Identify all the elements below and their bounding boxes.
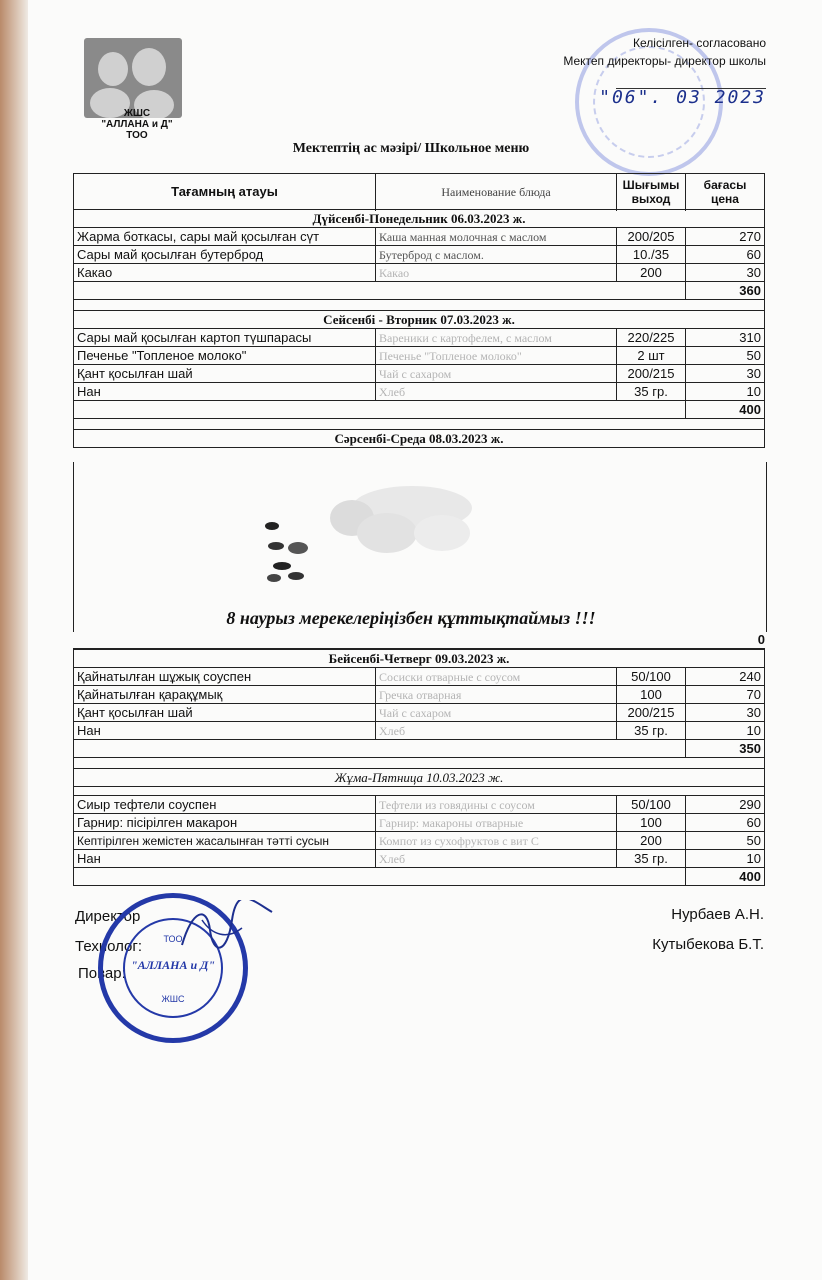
dish-ru: Печенье "Топленое молоко" (376, 347, 617, 365)
dish-price: 60 (686, 814, 765, 832)
dish-price: 240 (686, 668, 765, 686)
dish-yield: 100 (617, 686, 686, 704)
total-row (74, 282, 765, 300)
dish-yield: 2 шт (617, 347, 686, 365)
dish-kz: Сиыр тефтели соуспен (74, 796, 376, 814)
header-name-kz: Тағамның атауы (74, 174, 376, 210)
dish-price: 70 (686, 686, 765, 704)
flower-illustration (312, 478, 482, 578)
dish-yield: 200/205 (617, 228, 686, 246)
approval-position: Мектеп директоры- директор школы (563, 54, 766, 68)
approval-date: "06". 03 2023 (599, 87, 766, 108)
dish-yield: 35 гр. (617, 383, 686, 401)
stamp-bottom-text: ЖШС (161, 994, 185, 1004)
dish-kz: Какао (74, 264, 376, 282)
dish-kz: Кептірілген жемістен жасалынған тәтті сусын (74, 832, 376, 850)
dish-ru: Каша манная молочная с маслом (376, 228, 617, 246)
dish-yield: 35 гр. (617, 850, 686, 868)
dish-kz: Нан (74, 383, 376, 401)
director-label: Директор (75, 908, 141, 925)
dish-price: 10 (686, 383, 765, 401)
header-name-ru: Наименование блюда (376, 174, 617, 210)
dish-yield: 200/215 (617, 365, 686, 383)
table-row (74, 347, 765, 365)
technologist-name: Кутыбекова Б.Т. (652, 936, 764, 953)
header-yield: Шығымы выход (617, 174, 686, 210)
dish-price: 310 (686, 329, 765, 347)
dish-price: 10 (686, 722, 765, 740)
dish-yield: 50/100 (617, 796, 686, 814)
dish-ru: Гречка отварная (376, 686, 617, 704)
dish-ru: Вареники с картофелем, с маслом (376, 329, 617, 347)
director-signature (172, 900, 282, 960)
table-row (74, 246, 765, 264)
dish-ru: Гарнир: макароны отварные (376, 814, 617, 832)
company-logo (84, 38, 182, 118)
dish-price: 10 (686, 850, 765, 868)
day-total: 400 (686, 401, 765, 419)
dish-ru: Компот из сухофруктов с вит С (376, 832, 617, 850)
table-row (74, 365, 765, 383)
stamp-middle-text: "АЛЛАНА и Д" (130, 958, 215, 972)
dish-kz: Гарнир: пісірілген макарон (74, 814, 376, 832)
day-total: 400 (686, 868, 765, 886)
dish-price: 290 (686, 796, 765, 814)
header-price: бағасы цена (686, 174, 765, 210)
day-friday: Жұма-Пятница 10.03.2023 ж. (74, 769, 765, 787)
dish-yield: 200/215 (617, 704, 686, 722)
stamp-top-text: ТОО (163, 934, 183, 944)
menu-table-bottom (73, 649, 765, 886)
dish-yield: 100 (617, 814, 686, 832)
table-row (74, 722, 765, 740)
day-wednesday: Сәрсенбі-Среда 08.03.2023 ж. (74, 430, 765, 448)
dish-ru: Чай с сахаром (376, 365, 617, 383)
dish-yield: 10./35 (617, 246, 686, 264)
table-row (74, 796, 765, 814)
dish-kz: Қант қосылған шай (74, 365, 376, 383)
dish-kz: Жарма боткасы, сары май қосылған сүт (74, 228, 376, 246)
logo-caption-line3: ТОО (126, 130, 148, 141)
day-total: 350 (686, 740, 765, 758)
dish-ru: Хлеб (376, 722, 617, 740)
dish-kz: Нан (74, 850, 376, 868)
dish-ru: Чай с сахаром (376, 704, 617, 722)
dish-ru: Хлеб (376, 383, 617, 401)
day-tuesday: Сейсенбі - Вторник 07.03.2023 ж. (74, 311, 765, 329)
dish-price: 60 (686, 246, 765, 264)
table-row (74, 832, 765, 850)
day-thursday: Бейсенбі-Четверг 09.03.2023 ж. (74, 650, 765, 668)
total-row (74, 401, 765, 419)
day-monday: Дүйсенбі-Понедельник 06.03.2023 ж. (74, 210, 765, 228)
dish-yield: 220/225 (617, 329, 686, 347)
director-name: Нурбаев А.Н. (671, 906, 764, 923)
approval-label: Келісілген- согласовано (633, 36, 766, 50)
menu-table-top (73, 173, 765, 448)
dish-ru: Хлеб (376, 850, 617, 868)
dish-yield: 50/100 (617, 668, 686, 686)
approval-block (563, 34, 766, 107)
dish-price: 50 (686, 347, 765, 365)
day-total-wednesday: 0 (73, 632, 765, 649)
total-row (74, 868, 765, 886)
day-total: 360 (686, 282, 765, 300)
table-row (74, 850, 765, 868)
page-title: Мектептің ас мәзірі/ Школьное меню (292, 141, 530, 156)
dish-kz: Сары май қосылған бутерброд (74, 246, 376, 264)
dish-price: 50 (686, 832, 765, 850)
dish-kz: Печенье "Топленое молоко" (74, 347, 376, 365)
cook-label: Повар: (78, 965, 126, 982)
table-row (74, 228, 765, 246)
dish-yield: 35 гр. (617, 722, 686, 740)
dish-kz: Қайнатылған шұжық соуспен (74, 668, 376, 686)
dish-yield: 200 (617, 832, 686, 850)
table-row (74, 329, 765, 347)
total-row (74, 740, 765, 758)
logo-caption-line1: ЖШС (123, 108, 151, 119)
dish-ru: Какао (376, 264, 617, 282)
logo-caption (62, 108, 212, 141)
dish-ru: Сосиски отварные с соусом (376, 668, 617, 686)
table-row (74, 264, 765, 282)
table-row (74, 686, 765, 704)
dish-price: 270 (686, 228, 765, 246)
dish-ru: Бутерброд с маслом. (376, 246, 617, 264)
dish-price: 30 (686, 704, 765, 722)
technologist-label: Технолог: (75, 938, 143, 955)
dish-yield: 200 (617, 264, 686, 282)
photo-edge (0, 0, 30, 1280)
dish-kz: Нан (74, 722, 376, 740)
holiday-greeting: 8 наурыз мерекелеріңізбен құттықтаймыз !!! (226, 608, 596, 628)
logo-caption-line2: "АЛЛАНА и Д" (101, 119, 173, 130)
dish-kz: Сары май қосылған картоп түшпарасы (74, 329, 376, 347)
leaves-icon (262, 518, 322, 588)
table-row (74, 704, 765, 722)
table-row (74, 383, 765, 401)
dish-ru: Тефтели из говядины с соусом (376, 796, 617, 814)
table-row (74, 668, 765, 686)
dish-kz: Қант қосылған шай (74, 704, 376, 722)
dish-price: 30 (686, 264, 765, 282)
dish-price: 30 (686, 365, 765, 383)
dish-kz: Қайнатылған қарақұмық (74, 686, 376, 704)
table-row (74, 814, 765, 832)
